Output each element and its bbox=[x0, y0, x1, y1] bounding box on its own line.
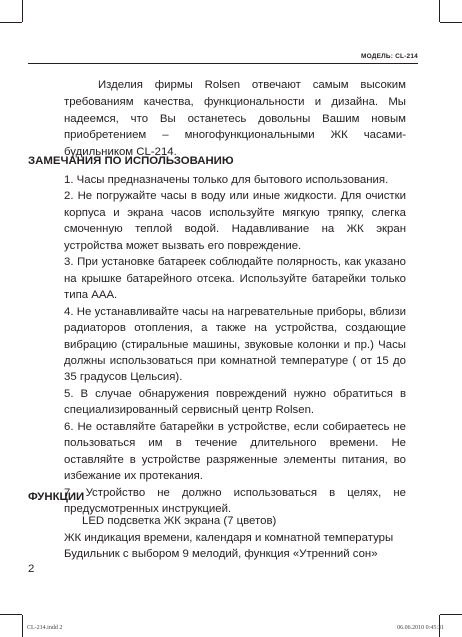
footer-timestamp: 06.06.2010 0:45:31 bbox=[397, 625, 444, 631]
crop-mark bbox=[440, 614, 462, 615]
crop-mark bbox=[22, 0, 23, 22]
crop-mark bbox=[22, 615, 23, 637]
functions-item: Будильник с выбором 9 мелодий, функция «Утренний сон» bbox=[64, 548, 378, 560]
model-header: МОДЕЛЬ: CL-214 bbox=[360, 53, 418, 60]
notes-item: 5. В случае обнаружения повреждений нужно обратиться в специализированный сервисный центр Rolsen. bbox=[64, 387, 406, 417]
notes-item: 3. При установке батареек соблюдайте полярность, как указано на крышке батарейного отсека. Используйте батарейки только типа ААА. bbox=[64, 256, 406, 302]
notes-item: 4. Не устанавливайте часы на нагревательные приборы, вблизи радиаторов отопления, а также на устройства, создающие вибрацию (стиральные машины, звуковые колонки и пр.) Часы должны использоваться при комнатной температуре ( от 15 до 35 градусов Цельсия). bbox=[64, 305, 406, 384]
notes-item: 1. Часы предназначены только для бытового использования. bbox=[64, 174, 389, 186]
notes-item: 6. Не оставляйте батарейки в устройстве, если собираетесь не пользоваться им в течение длительного времени. Не оставляйте в устройстве разряженные элементы питания, во избежание их протекания. bbox=[64, 420, 406, 483]
notes-item: 2. Не погружайте часы в воду или иные жидкости. Для очистки корпуса и экрана часов используйте мягкую тряпку, слегка смоченную теплой водой. Надавливание на ЖК экран устройства может вызвать его повреждение. bbox=[64, 190, 406, 252]
header-rule bbox=[28, 63, 418, 64]
functions-list bbox=[64, 513, 406, 563]
crop-mark bbox=[439, 0, 440, 22]
functions-item: ЖК индикация времени, календаря и комнатной температуры bbox=[64, 531, 394, 544]
crop-mark bbox=[440, 22, 462, 23]
functions-heading: ФУНКЦИИ bbox=[28, 491, 85, 503]
intro-paragraph: Изделия фирмы Rolsen отвечают самым высоким требованиям качества, функциональности и дизайна. Мы надеемся, что Вы останетесь довольны Вашим новым приобретением – многофункциональными ЖК часами-будильником CL-214. bbox=[64, 79, 406, 159]
functions-item: LED подсветка ЖК экрана (7 цветов) bbox=[82, 515, 277, 527]
footer-file-label: CL-214.indd 2 bbox=[27, 625, 63, 631]
page-number: 2 bbox=[28, 563, 35, 575]
notes-list bbox=[64, 172, 406, 518]
crop-mark bbox=[0, 614, 22, 615]
notes-item: 7. Устройство не должно использоваться в целях, не предусмотренных инструкцией. bbox=[64, 486, 406, 516]
notes-heading: ЗАМЕЧАНИЯ ПО ИСПОЛЬЗОВАНИЮ bbox=[28, 155, 234, 167]
crop-mark bbox=[0, 22, 22, 23]
